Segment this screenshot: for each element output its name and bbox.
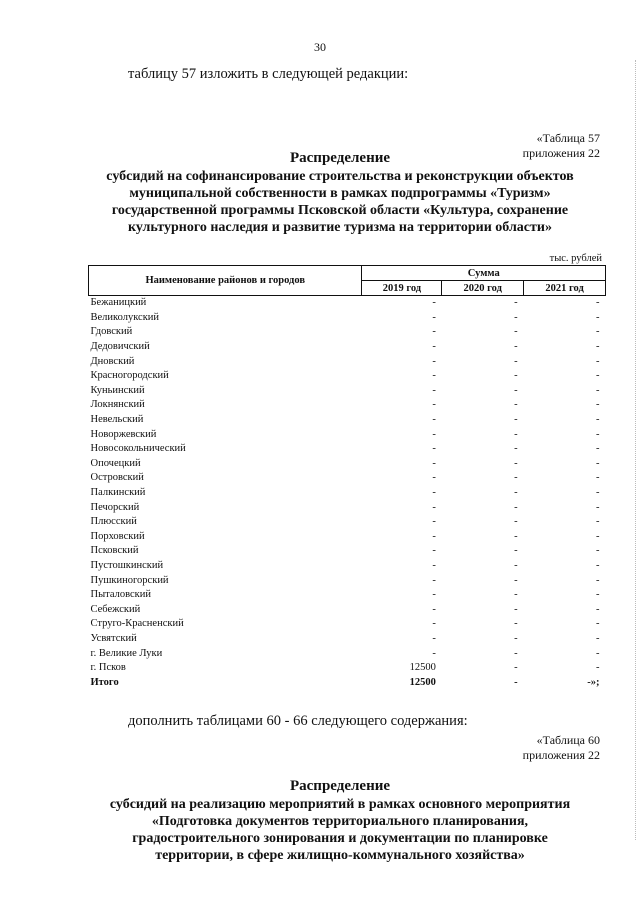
amount-cell: - <box>514 559 518 571</box>
amount-cell: - <box>596 516 600 528</box>
total-label: Итого <box>90 676 119 688</box>
table-row <box>89 500 606 515</box>
district-name: г. Великие Луки <box>90 647 163 659</box>
district-name: Невельский <box>90 414 144 426</box>
amount-cell: - <box>514 574 518 586</box>
amount-cell: - <box>514 472 518 484</box>
amount-cell: - <box>514 443 518 455</box>
amount-cell: - <box>432 487 436 499</box>
district-name: Усвятский <box>90 632 137 644</box>
amount-cell: - <box>432 472 436 484</box>
district-name: Струго-Красненский <box>90 618 184 630</box>
heading-1-title: Распределение <box>289 150 391 166</box>
heading-2-title: Распределение <box>289 778 391 794</box>
amount-cell: - <box>514 399 518 411</box>
amount-cell: - <box>432 326 436 338</box>
heading-1-line: культурного наследия и развитие туризма на территории области» <box>128 220 552 235</box>
amount-cell: - <box>514 632 518 644</box>
amount-cell: - <box>432 341 436 353</box>
amount-cell: - <box>596 501 600 513</box>
district-name: Пыталовский <box>90 589 151 601</box>
heading-1 <box>60 150 620 236</box>
amount-cell: - <box>432 647 436 659</box>
amount-cell: - <box>432 414 436 426</box>
table-row <box>89 515 606 530</box>
amount-cell: - <box>596 487 600 499</box>
district-name: Порховский <box>90 530 145 542</box>
amount-cell: - <box>432 632 436 644</box>
district-name: Красногородский <box>90 370 169 382</box>
district-name: Новосокольнический <box>90 443 186 455</box>
district-name: Псковский <box>90 545 139 557</box>
district-name: Пушкиногорский <box>90 574 169 586</box>
table-row <box>89 544 606 559</box>
table-row <box>89 602 606 617</box>
table-body <box>89 296 606 691</box>
margin-dotted-line <box>631 60 636 840</box>
district-name: Дновский <box>90 355 135 367</box>
amount-cell: - <box>514 662 518 674</box>
amount-cell: - <box>596 618 600 630</box>
amount-cell: - <box>596 355 600 367</box>
table-row <box>89 413 606 428</box>
amount-cell: - <box>432 559 436 571</box>
amount-cell: - <box>432 574 436 586</box>
heading-2-line: территории, в сфере жилищно-коммунального хозяйства» <box>155 848 525 863</box>
table-row <box>89 573 606 588</box>
heading-2-line: градостроительного зонирования и документации по планировке <box>132 831 548 846</box>
amount-cell: - <box>432 355 436 367</box>
amount-cell: - <box>432 516 436 528</box>
table-row <box>89 457 606 472</box>
header-name: Наименование районов и городов <box>89 266 362 296</box>
heading-2-line: субсидий на реализацию мероприятий в рамках основного мероприятия <box>109 797 571 812</box>
table-row <box>89 471 606 486</box>
amount-cell: - <box>596 443 600 455</box>
unit-label: тыс. рублей <box>549 253 602 264</box>
table-row <box>89 559 606 574</box>
amount-cell: - <box>514 428 518 440</box>
header-year-2020: 2020 год <box>442 281 524 296</box>
header-year-2019: 2019 год <box>362 281 442 296</box>
table-row <box>89 384 606 399</box>
amount-cell: - <box>432 399 436 411</box>
intro-text-2: дополнить таблицами 60 - 66 следующего содержания: <box>128 713 468 729</box>
amount-cell: - <box>596 457 600 469</box>
amount-cell: - <box>596 632 600 644</box>
total-row <box>89 675 606 690</box>
amount-cell: - <box>432 443 436 455</box>
district-name: Дедовичский <box>90 341 150 353</box>
amount-cell: - <box>514 326 518 338</box>
amount-cell: - <box>514 311 518 323</box>
amount-cell: - <box>596 559 600 571</box>
amount-cell: - <box>514 384 518 396</box>
amount-cell: - <box>432 603 436 615</box>
amount-cell: - <box>596 647 600 659</box>
amount-cell: - <box>514 341 518 353</box>
amount-cell: - <box>596 384 600 396</box>
table-row <box>89 530 606 545</box>
amount-cell: - <box>514 297 518 309</box>
district-name: Бежаницкий <box>90 297 147 309</box>
amount-cell: - <box>596 603 600 615</box>
heading-1-line: муниципальной собственности в рамках подпрограммы «Туризм» <box>129 186 551 201</box>
table-row <box>89 588 606 603</box>
table-row <box>89 617 606 632</box>
heading-2-line: «Подготовка документов территориального планирования, <box>151 814 529 829</box>
district-name: Палкинский <box>90 487 146 499</box>
district-name: Великолукский <box>90 311 160 323</box>
amount-cell: - <box>432 370 436 382</box>
amount-cell: - <box>596 589 600 601</box>
amount-cell: - <box>432 311 436 323</box>
table-row <box>89 311 606 326</box>
amount-cell: - <box>514 647 518 659</box>
total-value: - <box>514 676 518 688</box>
amount-cell: - <box>432 501 436 513</box>
table-row <box>89 340 606 355</box>
amount-cell: - <box>596 574 600 586</box>
amount-cell: - <box>514 370 518 382</box>
amount-cell: - <box>596 399 600 411</box>
amount-cell: - <box>432 545 436 557</box>
amount-cell: - <box>432 384 436 396</box>
total-value: -»; <box>587 676 600 688</box>
district-name: Опочецкий <box>90 457 141 469</box>
intro-text-1: таблицу 57 изложить в следующей редакции: <box>128 66 409 82</box>
amount-cell: - <box>596 297 600 309</box>
amount-cell: - <box>596 311 600 323</box>
amount-cell: - <box>514 414 518 426</box>
amount-cell: - <box>514 530 518 542</box>
amount-cell: - <box>596 545 600 557</box>
amount-cell: - <box>596 326 600 338</box>
table-row <box>89 632 606 647</box>
district-name: Пустошкинский <box>90 559 164 571</box>
amount-cell: - <box>432 618 436 630</box>
table-row <box>89 369 606 384</box>
table-row <box>89 354 606 369</box>
table-row <box>89 296 606 311</box>
district-name: Локнянский <box>90 399 145 411</box>
heading-2 <box>60 778 620 864</box>
district-name: Куньинский <box>90 384 145 396</box>
amount-cell: - <box>514 618 518 630</box>
table-row <box>89 398 606 413</box>
amount-cell: - <box>596 341 600 353</box>
amount-cell: - <box>514 487 518 499</box>
table-row <box>89 325 606 340</box>
heading-1-line: субсидий на софинансирование строительства и реконструкции объектов <box>106 169 574 184</box>
header-sum: Сумма <box>362 266 606 281</box>
table-reference-1-line2: приложения 22 <box>522 146 600 160</box>
table-row <box>89 646 606 661</box>
district-name: Плюсский <box>90 516 137 528</box>
amount-cell: - <box>514 545 518 557</box>
heading-1-line: государственной программы Псковской области «Культура, сохранение <box>111 203 569 218</box>
table-reference-2-line1: «Таблица 60 <box>536 733 600 747</box>
amount-cell: - <box>596 428 600 440</box>
header-year-2021: 2021 год <box>524 281 606 296</box>
amount-cell: - <box>596 414 600 426</box>
page-number: 30 <box>314 40 326 54</box>
table-row <box>89 442 606 457</box>
amount-cell: - <box>514 516 518 528</box>
district-name: Гдовский <box>90 326 133 338</box>
district-name: Печорский <box>90 501 140 513</box>
district-name: Себежский <box>90 603 141 615</box>
table-row <box>89 486 606 501</box>
amount-cell: - <box>432 589 436 601</box>
amount-cell: - <box>514 457 518 469</box>
total-value: 12500 <box>409 676 436 688</box>
table-reference-2-line2: приложения 22 <box>522 748 600 762</box>
amount-cell: - <box>432 530 436 542</box>
amount-cell: - <box>596 662 600 674</box>
table-reference-2 <box>523 733 600 763</box>
amount-cell: - <box>432 297 436 309</box>
amount-cell: - <box>514 501 518 513</box>
amount-cell: - <box>596 370 600 382</box>
amount-cell: - <box>432 428 436 440</box>
district-name: г. Псков <box>90 662 126 674</box>
distribution-table <box>88 265 606 690</box>
amount-cell: - <box>596 530 600 542</box>
amount-cell: 12500 <box>409 662 436 674</box>
table-reference-1-line1: «Таблица 57 <box>536 131 600 145</box>
amount-cell: - <box>514 355 518 367</box>
amount-cell: - <box>432 457 436 469</box>
table-row <box>89 661 606 676</box>
amount-cell: - <box>514 603 518 615</box>
amount-cell: - <box>514 589 518 601</box>
table-row <box>89 427 606 442</box>
district-name: Островский <box>90 472 144 484</box>
amount-cell: - <box>596 472 600 484</box>
district-name: Новоржевский <box>90 428 157 440</box>
